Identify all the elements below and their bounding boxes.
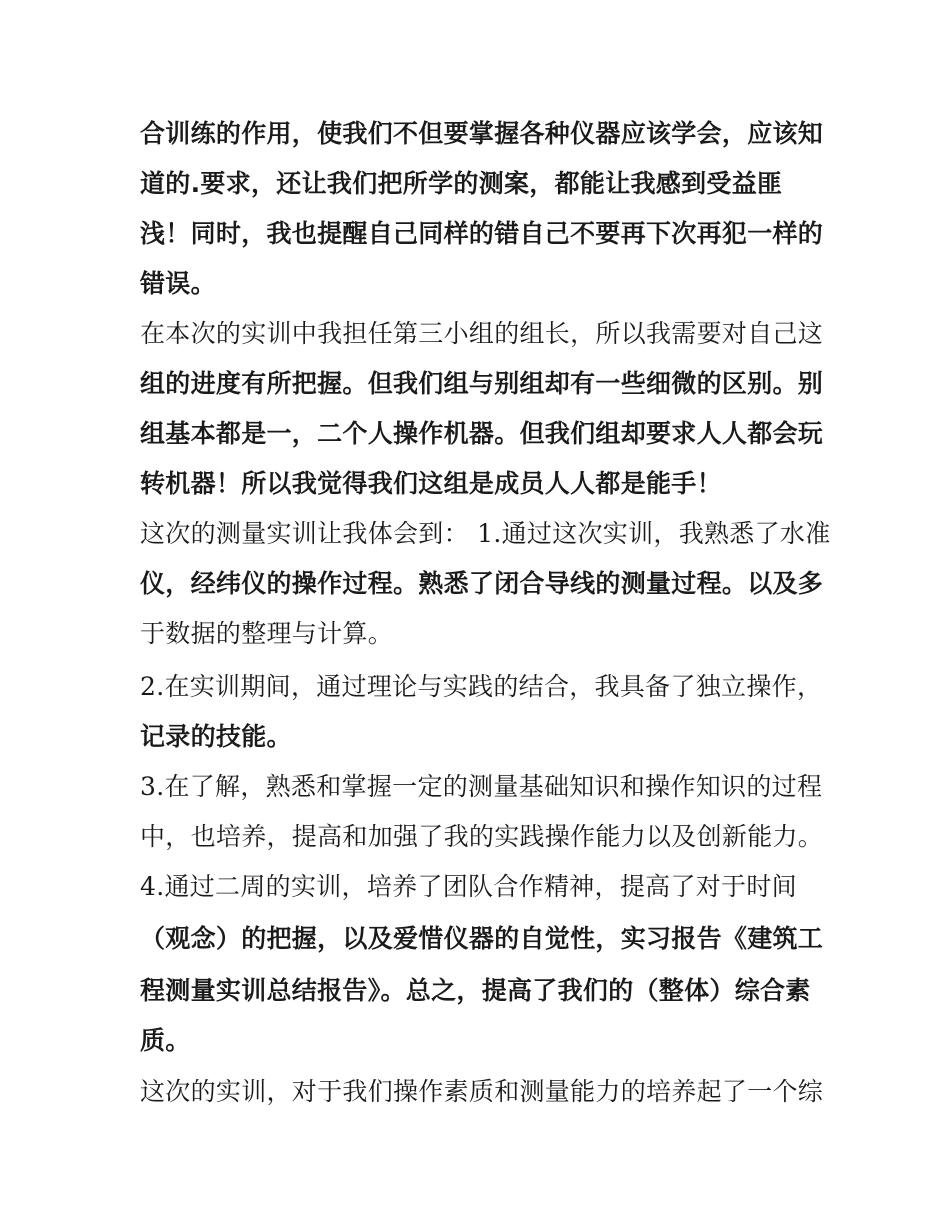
text-line: 程测量实训总结报告》。总之，提高了我们的（整体）综合素	[140, 976, 811, 1005]
text-line: 在本次的实训中我担任第三小组的组长，所以我需要对自己这	[140, 319, 824, 348]
text-line: 中，也培养，提高和加强了我的实践操作能力以及创新能力。	[140, 822, 824, 851]
text-line: 组基本都是一，二个人操作机器。但我们组却要求人人都会玩	[140, 419, 824, 448]
text-line: 质。	[140, 1026, 191, 1055]
text-line: 于数据的整理与计算。	[140, 619, 394, 648]
text-line: 错误。	[140, 269, 216, 298]
text-line: 这次的测量实训让我体会到： 1.通过这次实训，我熟悉了水准	[140, 519, 831, 548]
text-line: 3.在了解，熟悉和掌握一定的测量基础知识和操作知识的过程	[140, 772, 823, 801]
text-line: 浅！同时，我也提醒自己同样的错自己不要再下次再犯一样的	[140, 219, 824, 248]
text-line: 合训练的作用，使我们不但要掌握各种仪器应该学会，应该知	[140, 119, 824, 148]
text-line: 4.通过二周的实训，培养了团队合作精神，提高了对于时间	[140, 872, 797, 901]
text-line: 2.在实训期间，通过理论与实践的结合，我具备了独立操作，	[140, 672, 823, 701]
text-line: 这次的实训，对于我们操作素质和测量能力的培养起了一个综	[140, 1077, 824, 1106]
text-line: 组的进度有所把握。但我们组与别组却有一些细微的区别。别	[140, 369, 824, 398]
text-line: 仪，经纬仪的操作过程。熟悉了闭合导线的测量过程。以及多	[140, 569, 824, 598]
text-line: 记录的技能。	[140, 722, 292, 751]
text-line: （观念）的把握，以及爱惜仪器的自觉性，实习报告《建筑工	[140, 924, 824, 953]
text-line: 道的.要求，还让我们把所学的测案，都能让我感到受益匪	[140, 169, 783, 198]
text-line: 转机器！所以我觉得我们这组是成员人人都是能手！	[140, 469, 722, 498]
